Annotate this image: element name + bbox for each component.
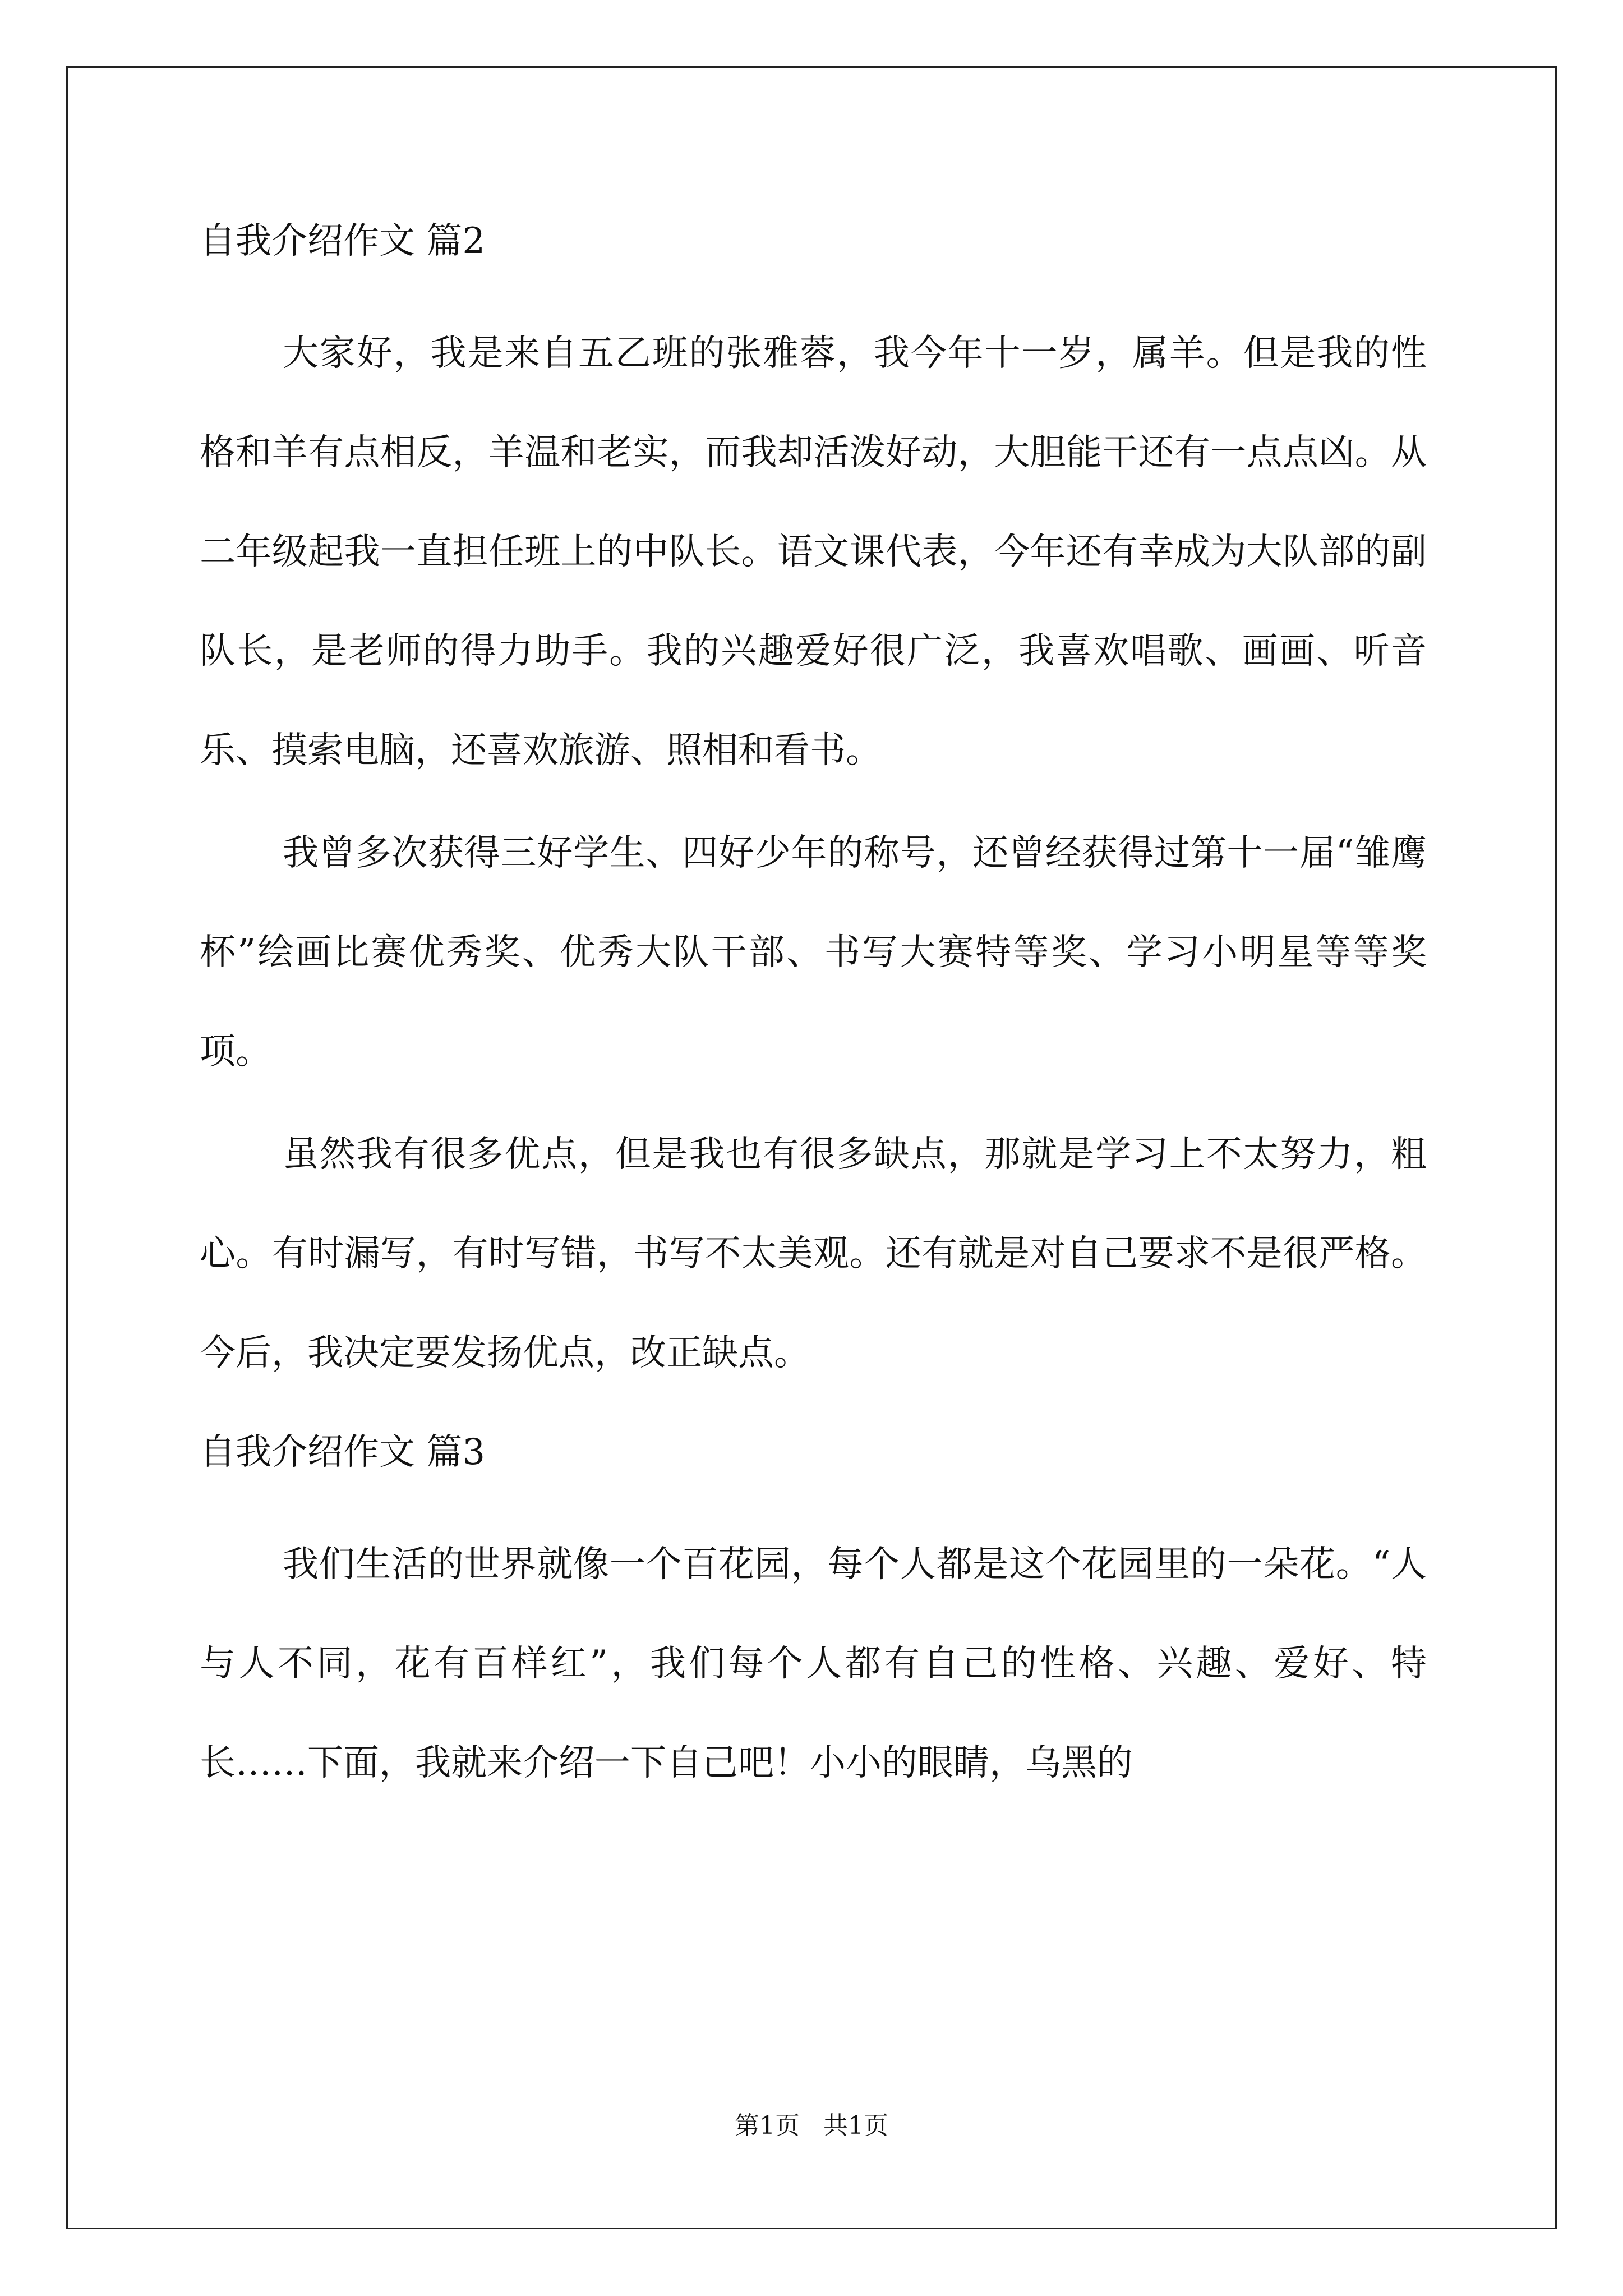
section-heading: 自我介绍作文 篇3 xyxy=(200,1432,486,1473)
page-footer: 第1页 共1页 xyxy=(735,2111,888,2140)
paragraph: 我们生活的世界就像一个百花园，每个人都是这个花园里的一朵花。“人与人不同，花有百样红”，我们每个人都有自己的性格、兴趣、爱好、特长……下面，我就来介绍一下自己吧！小小的眼睛，乌黑的 xyxy=(200,1544,1427,1784)
paragraph: 大家好，我是来自五乙班的张雅蓉，我今年十一岁，属羊。但是我的性格和羊有点相反，羊温和老实，而我却活泼好动，大胆能干还有一点点凶。从二年级起我一直担任班上的中队长。语文课代表，今年还有幸成为大队部的副队长，是老师的得力助手。我的兴趣爱好很广泛，我喜欢唱歌、画画、听音乐、摸索电脑，还喜欢旅游、照相和看书。 xyxy=(200,333,1427,771)
paragraph: 我曾多次获得三好学生、四好少年的称号，还曾经获得过第十一届“雏鹰杯”绘画比赛优秀奖、优秀大队干部、书写大赛特等奖、学习小明星等等奖项。 xyxy=(200,832,1427,1073)
paragraph: 虽然我有很多优点，但是我也有很多缺点，那就是学习上不太努力，粗心。有时漏写，有时写错，书写不太美观。还有就是对自己要求不是很严格。今后，我决定要发扬优点，改正缺点。 xyxy=(200,1134,1427,1374)
section-heading: 自我介绍作文 篇2 xyxy=(200,220,486,262)
document-body xyxy=(200,219,1427,1813)
